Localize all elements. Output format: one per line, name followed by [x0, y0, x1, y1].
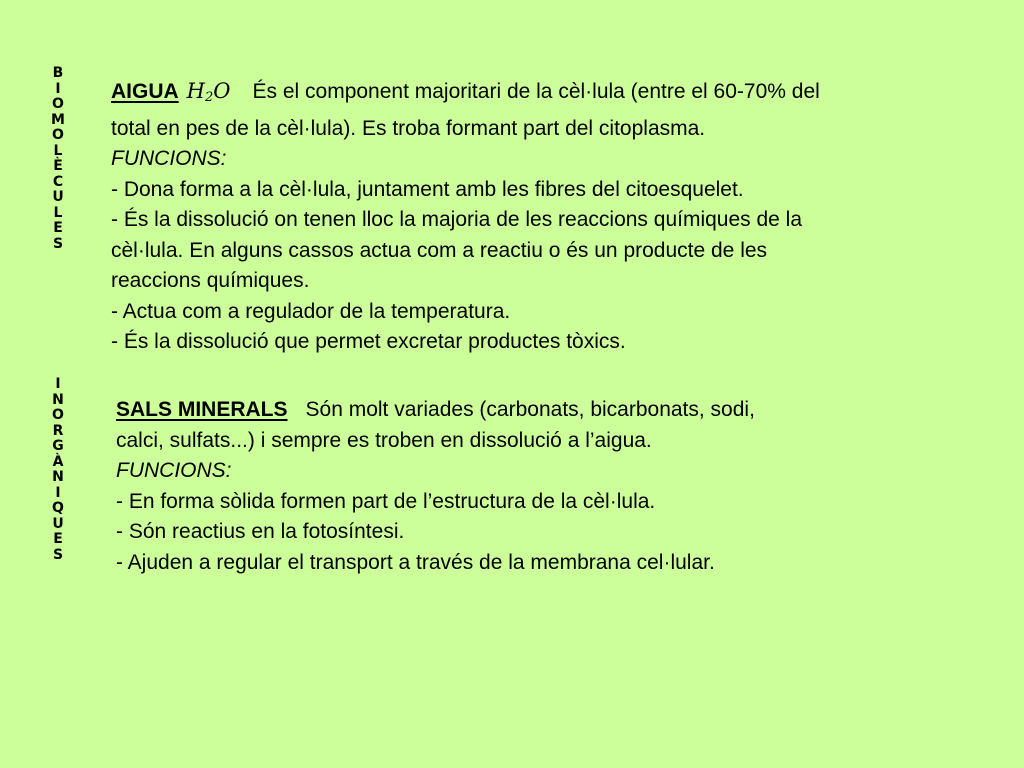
aigua-section	[111, 76, 991, 358]
side-letter: M	[51, 111, 65, 128]
side-letter: È	[53, 158, 63, 174]
side-letter: N	[52, 469, 64, 485]
side-letter: E	[53, 531, 63, 547]
aigua-heading-line	[111, 76, 991, 114]
sals-intro-line2: calci, sulfats...) i sempre es troben en dissolució a l’aigua.	[116, 428, 652, 452]
sals-minerals-section	[116, 395, 986, 578]
aigua-function-line: - Dona forma a la cèl·lula, juntament amb les fibres del citoesquelet.	[111, 177, 744, 201]
side-letter: G	[52, 438, 64, 454]
side-letter: I	[55, 80, 61, 97]
aigua-function-line: - És la dissolució que permet excretar productes tòxics.	[111, 330, 626, 353]
aigua-function-line: - Actua com a regulador de la temperatura.	[111, 299, 511, 323]
side-letter: O	[52, 127, 64, 143]
side-letter: B	[52, 65, 64, 81]
side-letter: N	[52, 391, 64, 408]
water-formula	[187, 79, 231, 103]
side-letter: O	[52, 96, 64, 112]
aigua-function-line: reaccions químiques.	[111, 269, 310, 292]
sals-function-line: - En forma sòlida formen part de l’estructura de la cèl·lula.	[116, 489, 656, 513]
side-letter: L	[53, 204, 63, 221]
formula-subscript: 2	[205, 90, 214, 105]
sals-funcions-label: FUNCIONS:	[116, 459, 232, 482]
formula-main: H	[186, 79, 205, 103]
aigua-intro-line2: total en pes de la cèl·lula). Es troba formant part del citoplasma.	[111, 116, 706, 140]
aigua-funcions-label: FUNCIONS:	[111, 147, 227, 170]
sals-function-line: - Ajuden a regular el transport a través de la membrana cel·lular.	[116, 550, 715, 574]
side-letter: I	[55, 376, 61, 392]
formula-tail: O	[213, 79, 231, 103]
sals-function-line: - Són reactius en la fotosíntesi.	[116, 520, 405, 543]
side-letter: S	[52, 546, 64, 563]
side-letter: U	[52, 515, 64, 532]
side-letter: I	[55, 484, 61, 501]
aigua-title: AIGUA	[111, 80, 179, 103]
side-label-inorganiques	[44, 377, 72, 563]
sals-intro-line1: Són molt variades (carbonats, bicarbonats, sodi,	[305, 398, 755, 421]
side-letter: U	[52, 189, 64, 205]
aigua-function-line: cèl·lula. En alguns cassos actua com a reactiu o és un producte de les	[111, 238, 768, 262]
side-letter: R	[52, 422, 64, 439]
side-letter: O	[52, 407, 64, 423]
side-letter: C	[52, 173, 64, 190]
side-letter: S	[52, 235, 64, 252]
side-letter: À	[52, 453, 64, 470]
side-label-biomolecules	[44, 66, 72, 252]
sals-title: SALS MINERALS	[116, 398, 288, 421]
side-letter: L	[53, 142, 63, 159]
side-letter: Q	[52, 500, 64, 516]
side-letter: E	[53, 220, 63, 236]
aigua-function-line: - És la dissolució on tenen lloc la majoria de les reaccions químiques de la	[111, 208, 803, 231]
sals-heading-line	[116, 395, 986, 426]
aigua-intro-line1: És el component majoritari de la cèl·lula (entre el 60-70% del	[252, 80, 820, 103]
